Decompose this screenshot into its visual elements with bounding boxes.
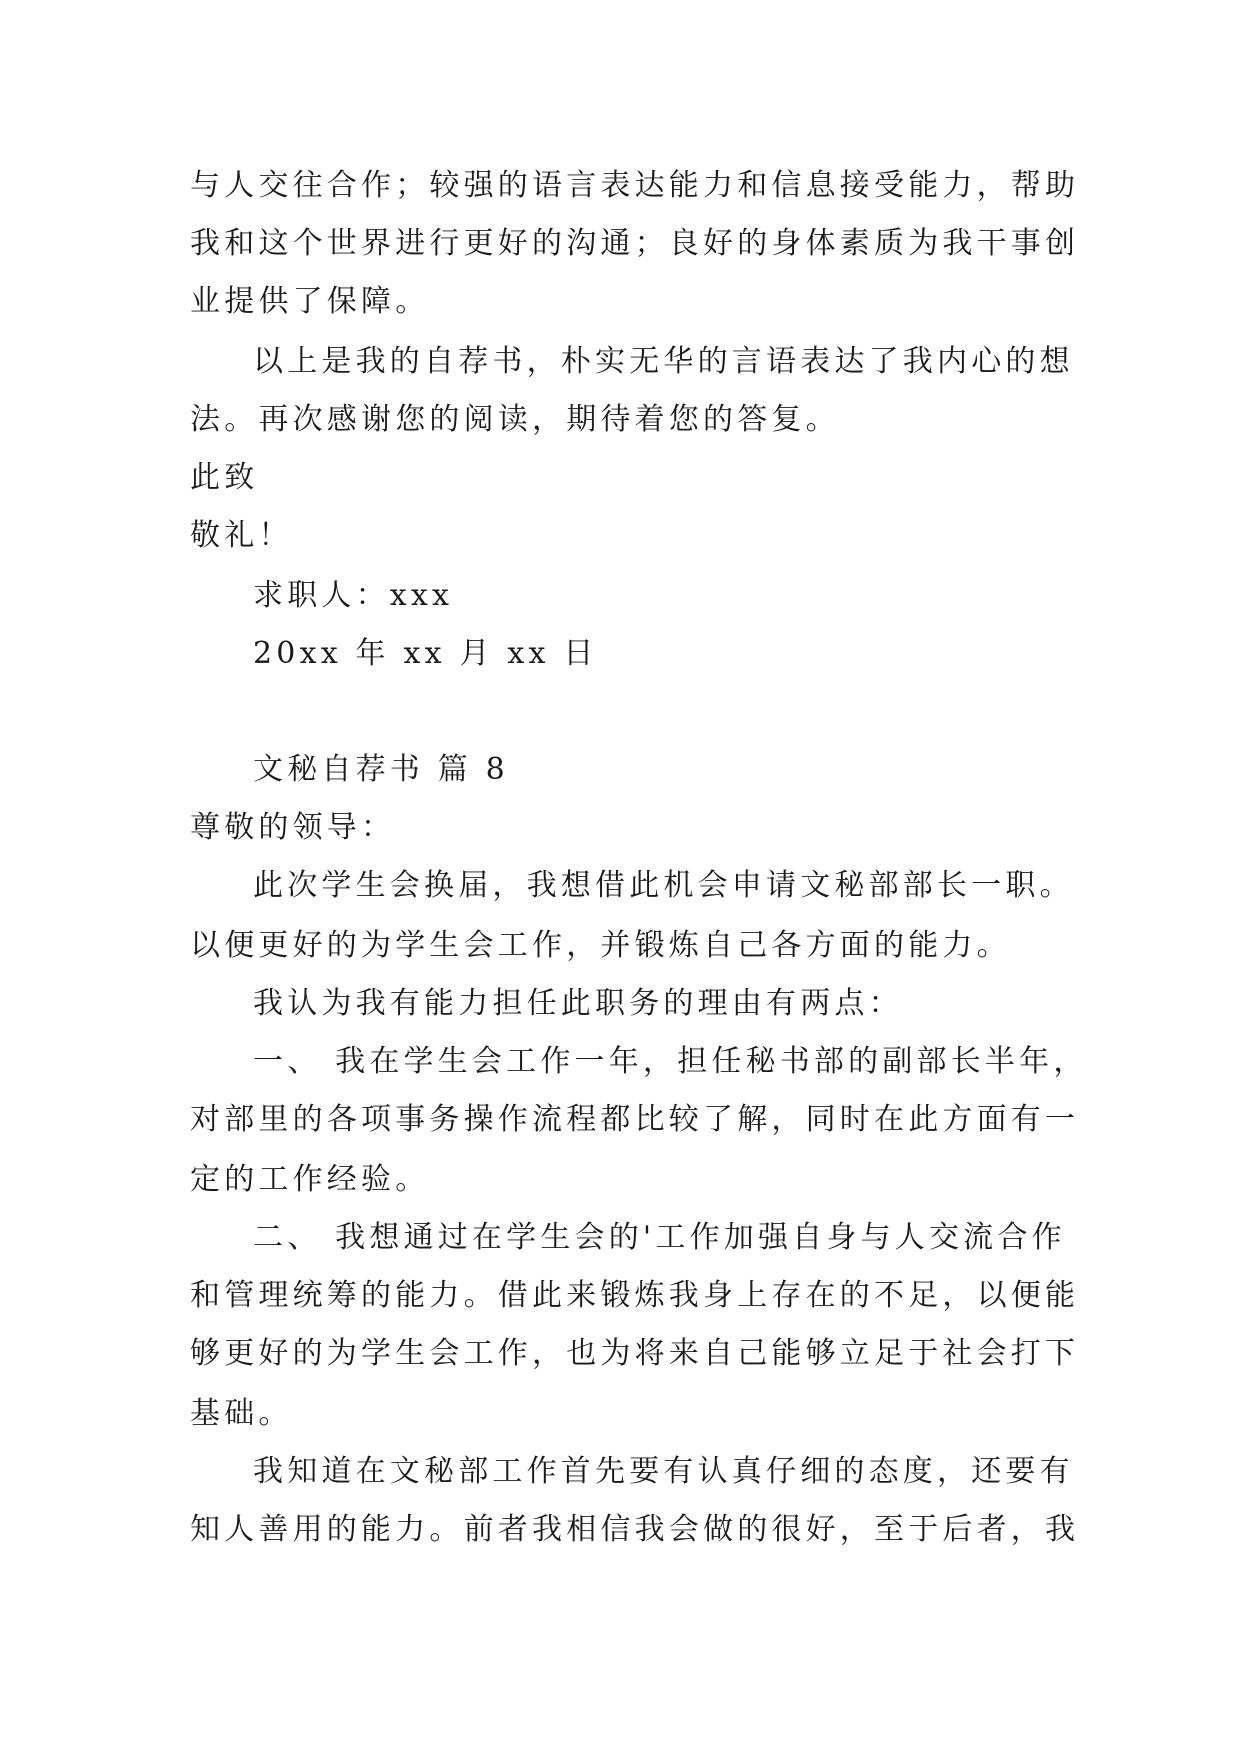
section-heading: 文秘自荐书 篇 8 xyxy=(253,752,509,787)
body-text-line: 基础。 xyxy=(190,1396,293,1431)
letter-salutation: 尊敬的领导： xyxy=(190,810,396,845)
body-text-line: 与人交往合作；较强的语言表达能力和信息接受能力，帮助 xyxy=(190,168,1080,203)
body-text-line: 二、 我想通过在学生会的'工作加强自身与人交流合作 xyxy=(253,1220,1066,1255)
body-text-line: 我认为我有能力担任此职务的理由有两点： xyxy=(253,986,903,1021)
body-text-line: 我知道在文秘部工作首先要有认真仔细的态度，还要有 xyxy=(253,1454,1074,1489)
body-text-line: 知人善用的能力。前者我相信我会做的很好，至于后者，我 xyxy=(190,1512,1080,1547)
body-text-line: 和管理统筹的能力。借此来锻炼我身上存在的不足，以便能 xyxy=(190,1278,1080,1313)
signature-date: 20xx 年 xx 月 xx 日 xyxy=(253,636,598,671)
body-text-line: 定的工作经验。 xyxy=(190,1162,430,1197)
body-text-line: 一、 我在学生会工作一年，担任秘书部的副部长半年， xyxy=(253,1044,1088,1079)
body-text-line: 法。再次感谢您的阅读，期待着您的答复。 xyxy=(190,402,840,437)
body-text-line: 业提供了保障。 xyxy=(190,284,430,319)
body-text-line: 此次学生会换届，我想借此机会申请文秘部部长一职。 xyxy=(253,868,1074,903)
body-text-line: 以便更好的为学生会工作，并锻炼自己各方面的能力。 xyxy=(190,928,1011,963)
closing-regards: 敬礼！ xyxy=(190,518,293,553)
closing-salutation: 此致 xyxy=(190,460,259,495)
signature-applicant: 求职人：xxx xyxy=(253,578,454,613)
body-text-line: 够更好的为学生会工作，也为将来自己能够立足于社会打下 xyxy=(190,1336,1080,1371)
body-text-line: 对部里的各项事务操作流程都比较了解，同时在此方面有一 xyxy=(190,1102,1080,1137)
body-text-line: 以上是我的自荐书，朴实无华的言语表达了我内心的想 xyxy=(253,344,1074,379)
body-text-line: 我和这个世界进行更好的沟通；良好的身体素质为我干事创 xyxy=(190,226,1080,261)
